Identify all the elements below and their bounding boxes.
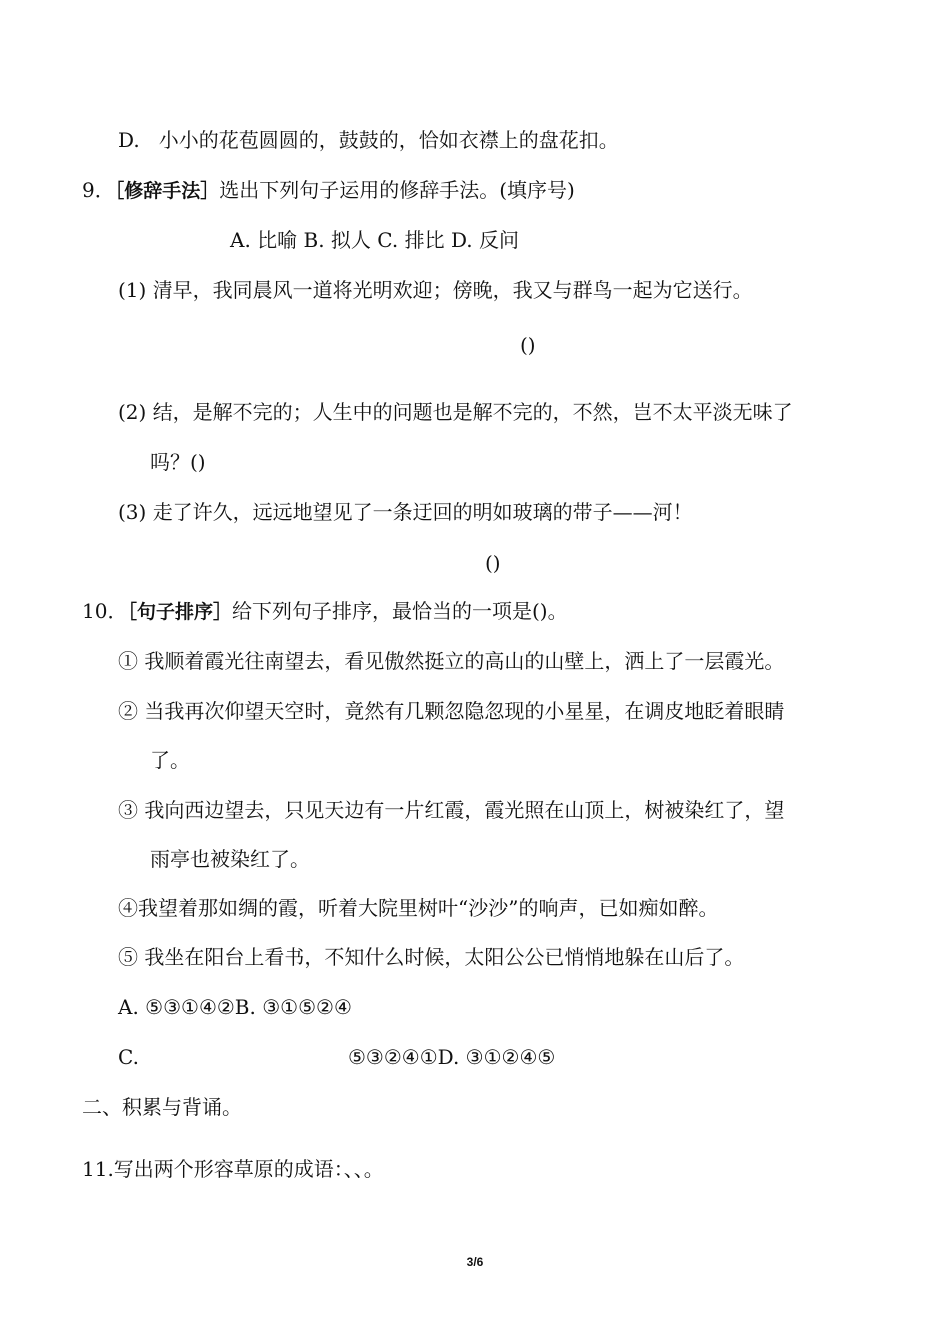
q10-sentence-5: ⑤ 我坐在阳台上看书，不知什么时候，太阳公公已悄悄地躲在山后了。 (118, 945, 745, 969)
q9-item-1-answer: () (520, 333, 536, 357)
q9-item-3: (3) 走了许久，远远地望见了一条迂回的明如玻璃的带子——河！ (118, 500, 693, 524)
q10-stem (82, 597, 568, 626)
q8-option-d: D. 小小的花苞圆圆的，鼓鼓的，恰如衣襟上的盘花扣。 (118, 128, 619, 152)
q10-sentence-2: ② 当我再次仰望天空时，竟然有几颗忽隐忽现的小星星，在调皮地眨着眼睛 (118, 699, 785, 723)
q9-item-3-answer: () (485, 551, 501, 575)
q9-number: 9． (82, 178, 115, 202)
q10-sentence-3-cont: 雨亭也被染红了。 (150, 847, 310, 871)
q9-item-1: (1) 清早，我同晨风一道将光明欢迎；傍晚，我又与群鸟一起为它送行。 (118, 278, 753, 302)
q9-stem (82, 176, 575, 205)
q9-tag: ［修辞手法］ (114, 180, 220, 202)
q9-item-2-cont: 吗？() (150, 450, 206, 474)
q10-option-c-label: C. (118, 1045, 139, 1069)
q10-number: 10． (82, 599, 128, 623)
q10-sentence-4: ④我望着那如绸的霞，听着大院里树叶“沙沙”的响声，已如痴如醉。 (118, 896, 719, 920)
q10-tag: ［句子排序］ (127, 601, 232, 623)
q10-sentence-2-cont: 了。 (150, 748, 190, 772)
q10-options-cd: ⑤③②④①D. ③①②④⑤ (348, 1045, 556, 1069)
page-number: 3/6 (466, 1255, 484, 1269)
q9-choices: A. 比喻 B. 拟人 C. 排比 D. 反问 (230, 228, 519, 252)
q10-prompt: 给下列句子排序，最恰当的一项是()。 (231, 599, 568, 623)
q9-item-2: (2) 结，是解不完的；人生中的问题也是解不完的，不然，岂不太平淡无味了 (118, 400, 793, 424)
q9-prompt: 选出下列句子运用的修辞手法。(填序号) (219, 178, 575, 202)
q11-stem: 11.写出两个形容草原的成语：、、。 (82, 1157, 384, 1181)
section-2-title: 二、积累与背诵。 (82, 1095, 242, 1119)
q10-sentence-3: ③ 我向西边望去，只见天边有一片红霞，霞光照在山顶上，树被染红了，望 (118, 798, 785, 822)
q10-sentence-1: ① 我顺着霞光往南望去，看见傲然挺立的高山的山壁上，洒上了一层霞光。 (118, 649, 785, 673)
q10-options-ab: A. ⑤③①④②B. ③①⑤②④ (118, 995, 352, 1019)
